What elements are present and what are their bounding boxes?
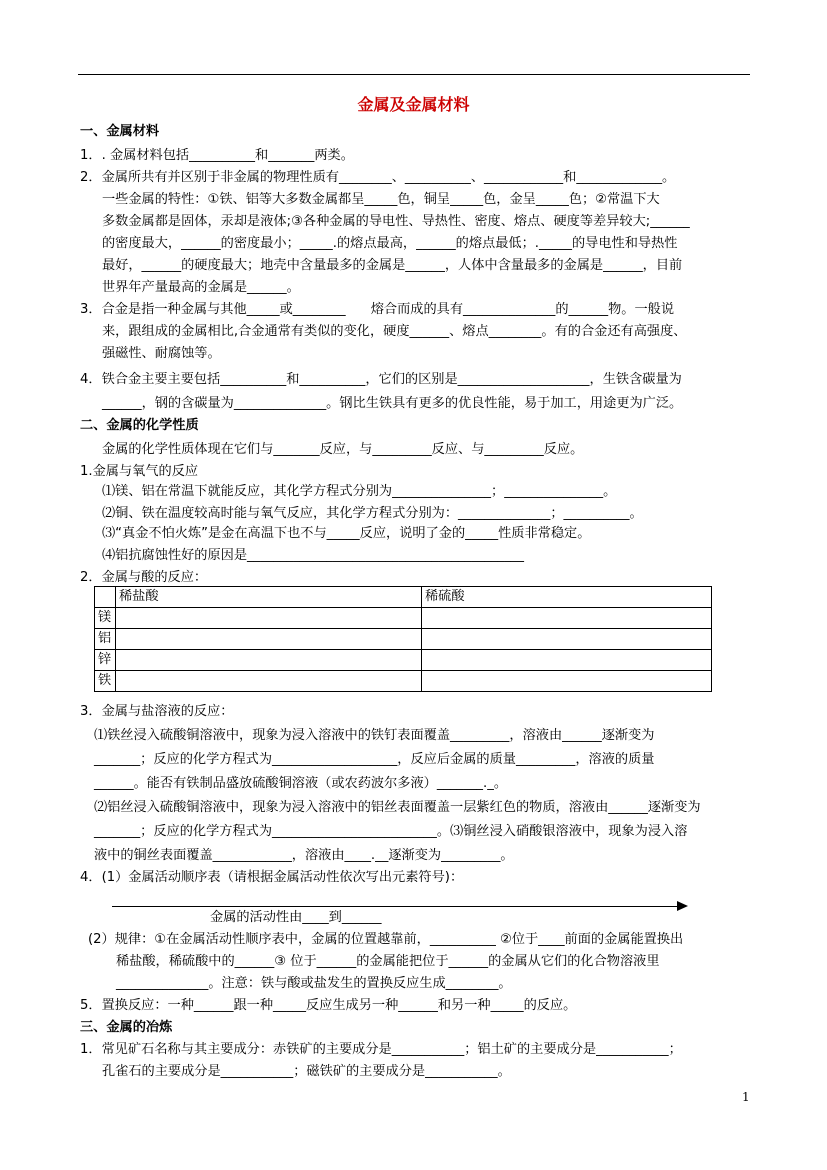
table-row <box>95 671 712 692</box>
arrowhead-icon <box>677 901 688 911</box>
answer-cell[interactable] <box>116 608 422 629</box>
worksheet-line: ⑴镁、铝在常温下就能反应，其化学方程式分别为_______________；_______________。 <box>102 484 617 499</box>
worksheet-line: 多数金属都是固体，汞却是液体;③各种金属的导电性、导热性、密度、熔点、硬度等差异较大;______ <box>102 214 690 229</box>
table-row <box>95 629 712 650</box>
worksheet-line: ⑵铝丝浸入硫酸铜溶液中，现象为浸入溶液中的铝丝表面覆盖一层紫红色的物质，溶液由______逐渐变为 <box>94 800 701 815</box>
worksheet-line: 5．置换反应：一种______跟一种_____反应生成另一种______和另一种_____的反应。 <box>80 998 577 1013</box>
worksheet-line: (2）规律：①在金属活动性顺序表中，金属的位置越靠前，__________ ②位于____前面的金属能置换出 <box>88 932 684 947</box>
worksheet-line: ______________。注意：铁与酸或盐发生的置换反应生成________。 <box>116 976 512 991</box>
answer-cell[interactable] <box>422 608 712 629</box>
metal-cell: 锌 <box>95 650 116 671</box>
worksheet-line: _______；反应的化学方程式为___________________，反应后金属的质量_________，溶液的质量 <box>94 752 655 767</box>
table-row <box>95 650 712 671</box>
worksheet-line: 强磁性、耐腐蚀等。 <box>102 346 221 361</box>
worksheet-line: 2．金属所共有并区别于非金属的物理性质有________、__________、____________和_____________。 <box>80 170 676 185</box>
worksheet-line: 孔雀石的主要成分是___________；磁铁矿的主要成分是___________。 <box>102 1064 511 1079</box>
acid-reaction-table <box>94 586 712 692</box>
worksheet-line: 3．金属与盐溶液的反应： <box>80 704 234 719</box>
metal-cell: 铁 <box>95 671 116 692</box>
section-heading: 三、金属的冶炼 <box>80 1020 173 1035</box>
table-row <box>95 608 712 629</box>
answer-cell[interactable] <box>422 650 712 671</box>
worksheet-line: 4．铁合金主要主要包括__________和__________，它们的区别是____________________，生铁含碳量为 <box>80 372 682 387</box>
answer-cell[interactable] <box>422 629 712 650</box>
table-header-h2so4: 稀硫酸 <box>422 587 712 608</box>
worksheet-line: 1．. 金属材料包括__________和_______两类。 <box>80 148 354 163</box>
section-heading: 一、金属材料 <box>80 124 160 139</box>
worksheet-line: ⑷铝抗腐蚀性好的原因是__________________________________________ <box>102 548 524 563</box>
worksheet-line: 最好，______的硬度最大；地壳中含量最多的金属是______，人体中含量最多的金属是______，目前 <box>102 258 683 273</box>
worksheet-line: 来，跟组成的金属相比,合金通常有类似的变化，硬度______、熔点________。有的合金还有高强度、 <box>102 324 687 339</box>
worksheet-line: _______；反应的化学方程式为_________________________。⑶铜丝浸入硝酸银溶液中，现象为浸入溶 <box>94 824 688 839</box>
worksheet-line: 稀盐酸，稀硫酸中的______③ 位于______的金属能把位于______的金属从它们的化合物溶液里 <box>116 954 660 969</box>
worksheet-line: ⑵铜、铁在温度较高时能与氧气反应，其化学方程式分别为：______________；__________。 <box>102 506 643 521</box>
table-header-hcl: 稀盐酸 <box>116 587 422 608</box>
worksheet-line: 金属的活动性由____到______ <box>210 910 382 925</box>
page-number: 1 <box>742 1090 750 1104</box>
worksheet-line: 1．常见矿石名称与其主要成分：赤铁矿的主要成分是___________；铝土矿的主要成分是___________； <box>80 1042 682 1057</box>
worksheet-line: 的密度最大，______的密度最小；_____.的熔点最高，______的熔点最低；._____的导电性和导热性 <box>102 236 678 251</box>
answer-cell[interactable] <box>116 671 422 692</box>
answer-cell[interactable] <box>422 671 712 692</box>
worksheet-line: 液中的铜丝表面覆盖____________，溶液由____.__逐渐变为_________。 <box>94 848 514 863</box>
worksheet-line: 4．(1）金属活动顺序表（请根据金属活动性依次写出元素符号)： <box>80 870 464 885</box>
worksheet-line: ⑴铁丝浸入硫酸铜溶液中，现象为浸入溶液中的铁钉表面覆盖_________，溶液由______逐渐变为 <box>94 728 655 743</box>
worksheet-line: ⑶“真金不怕火炼”是金在高温下也不与_____反应，说明了金的_____性质非常稳定。 <box>102 526 591 541</box>
answer-cell[interactable] <box>116 650 422 671</box>
table-header-corner <box>95 587 116 608</box>
worksheet-line: 2．金属与酸的反应： <box>80 570 208 585</box>
table-header-row <box>95 587 712 608</box>
header-rule <box>78 74 750 75</box>
metal-cell: 铝 <box>95 629 116 650</box>
metal-cell: 镁 <box>95 608 116 629</box>
page-title: 金属及金属材料 <box>357 95 470 114</box>
worksheet-line: 金属的化学性质体现在它们与_______反应，与_________反应、与_________反应。 <box>102 442 584 457</box>
worksheet-line: 3．合金是指一种金属与其他_____或________ 熔合而成的具有______________的______物。一般说 <box>80 302 675 317</box>
worksheet-line: ______。能否有铁制品盛放硫酸铜溶液（或农药波尔多液）_______._。 <box>94 776 508 791</box>
activity-series-arrow <box>112 906 678 907</box>
worksheet-line: 世界年产量最高的金属是______。 <box>102 280 300 295</box>
worksheet-line: 1.金属与氧气的反应 <box>80 464 199 479</box>
worksheet-line: 一些金属的特性：①铁、铝等大多数金属都呈_____色，铜呈_____色，金呈_____色；②常温下大 <box>102 192 660 207</box>
worksheet-line: ______，钢的含碳量为______________。钢比生铁具有更多的优良性能，易于加工，用途更为广泛。 <box>102 396 683 411</box>
section-heading: 二、金属的化学性质 <box>80 418 199 433</box>
answer-cell[interactable] <box>116 629 422 650</box>
